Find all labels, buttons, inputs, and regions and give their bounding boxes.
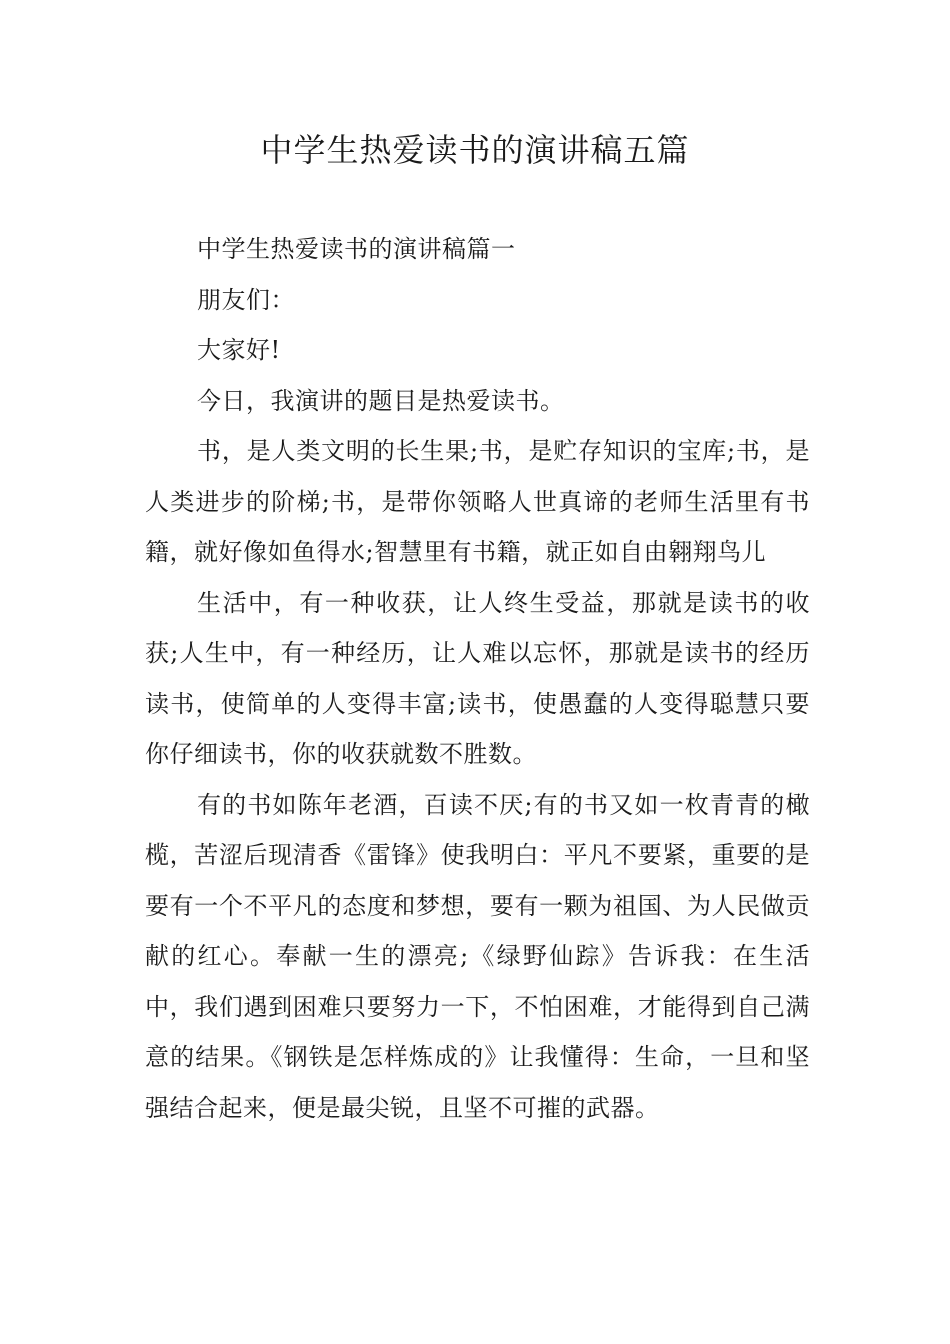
- salutation: 朋友们：: [197, 285, 295, 314]
- paragraph: 书，是人类文明的长生果;书，是贮存知识的宝库;书，是人类进步的阶梯;书，是带你领略人世真谛的老师生活里有书籍，就好像如鱼得水;智慧里有书籍，就正如自由翱翔鸟儿: [145, 437, 810, 566]
- paragraph: 生活中，有一种收获，让人终生受益，那就是读书的收获;人生中，有一种经历，让人难以忘怀，那就是读书的经历读书，使简单的人变得丰富;读书，使愚蠢的人变得聪慧只要你仔细读书，你的收获就数不胜数。: [145, 588, 810, 768]
- document-title: 中学生热爱读书的演讲稿五篇: [260, 131, 690, 169]
- greeting: 大家好!: [197, 336, 281, 364]
- topic-intro: 今日，我演讲的题目是热爱读书。: [197, 386, 565, 415]
- paragraph: 有的书如陈年老酒，百读不厌;有的书又如一枚青青的橄榄，苦涩后现清香《雷锋》使我明白：平凡不要紧，重要的是要有一个不平凡的态度和梦想，要有一颗为祖国、为人民做贡献的红心。奉献一生的漂亮;《绿野仙踪》告诉我：在生活中，我们遇到困难只要努力一下，不怕困难，才能得到自己满意的结果。《钢铁是怎样炼成的》让我懂得：生命，一旦和坚强结合起来，便是最尖锐，且坚不可摧的武器。: [145, 790, 810, 1122]
- section-heading: 中学生热爱读书的演讲稿篇一: [197, 235, 516, 263]
- document-body: [145, 224, 810, 1133]
